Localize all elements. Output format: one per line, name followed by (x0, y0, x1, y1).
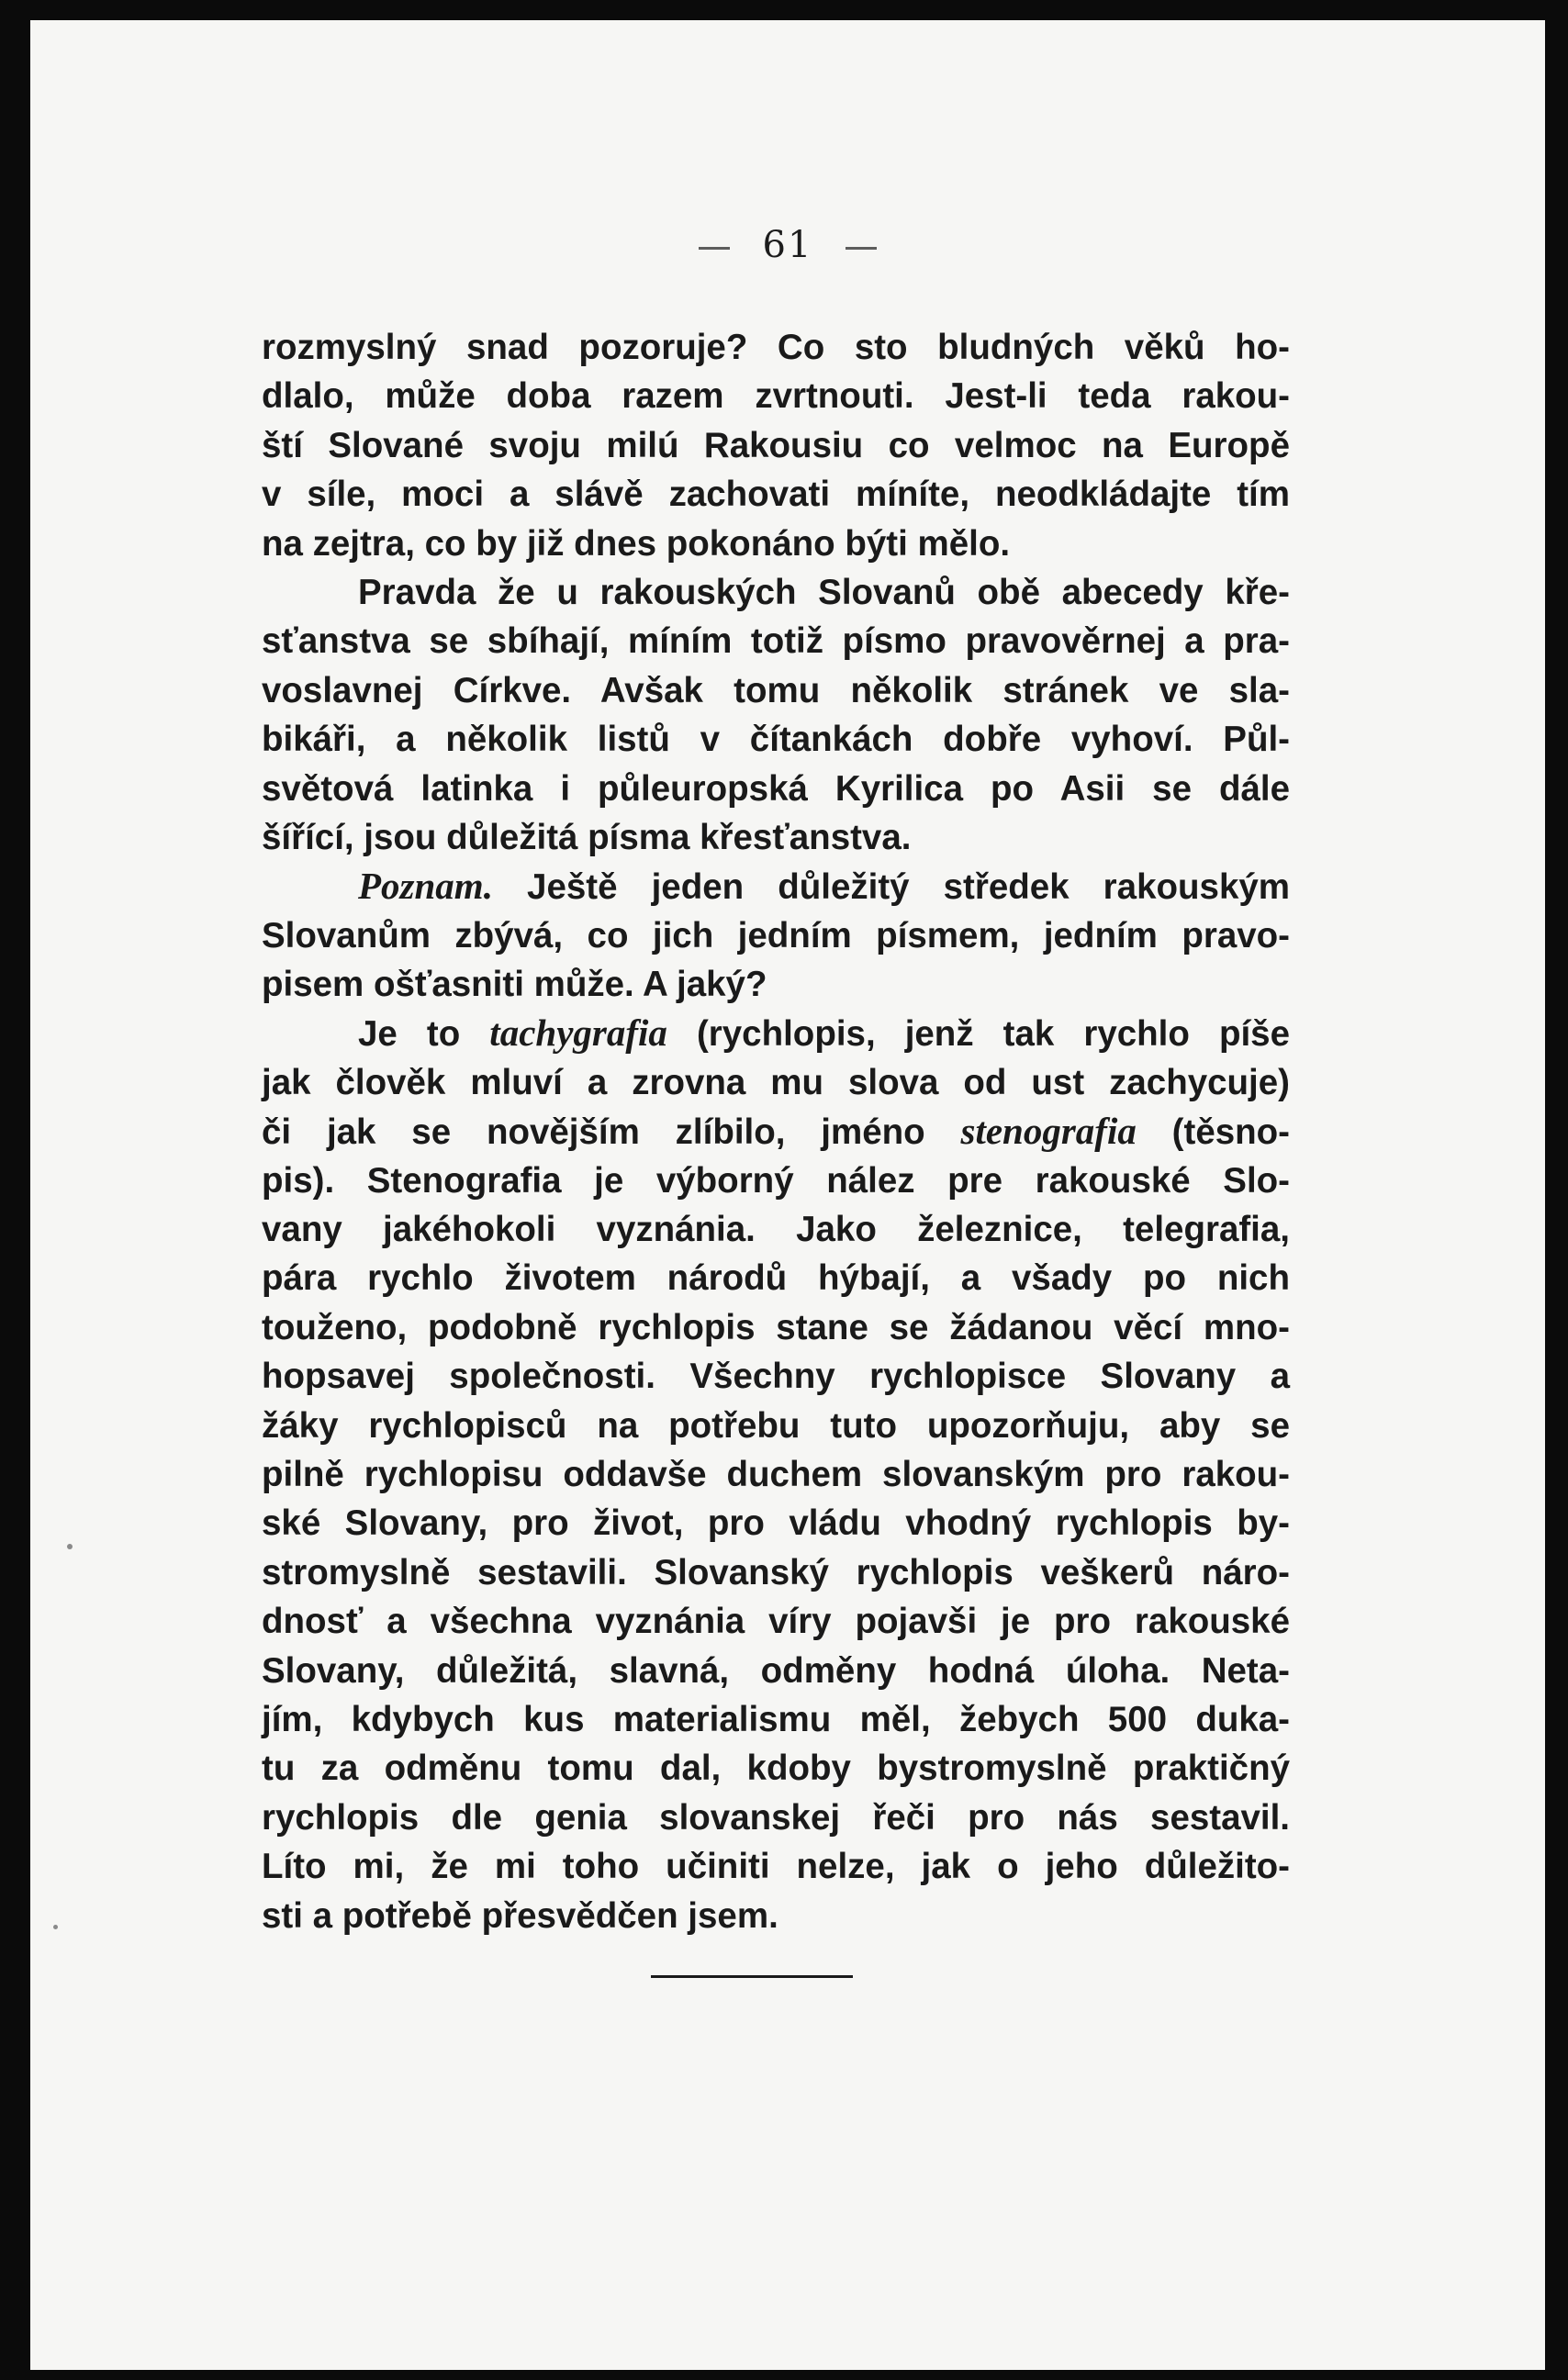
text-line: dlalo, může doba razem zvrtnouti. Jest-li teda rakou- (262, 376, 1290, 417)
text-line: bikáři, a několik listů v čítankách dobře vyhoví. Půl- (262, 720, 1290, 760)
text-line: hopsavej společnosti. Všechny rychlopisce Slovany a (262, 1357, 1290, 1397)
note-text: Ještě jeden důležitý středek rakouským (492, 867, 1290, 908)
text-line: pilně rychlopisu oddavše duchem slovanským pro rakou- (262, 1454, 1290, 1494)
text-fragment: či jak se novějším zlíbilo, jméno (262, 1112, 961, 1153)
text-line: touženo, podobně rychlopis stane se žádanou věcí mno- (262, 1307, 1290, 1347)
text-line: vany jakéhokoli vyznánia. Jako železnice, telegrafia, (262, 1210, 1290, 1250)
text-line: sťanstva se sbíhají, míním totiž písmo pravověrnej a pra- (262, 621, 1290, 662)
page-number-value: 61 (762, 224, 813, 266)
text-line: žáky rychlopisců na potřebu tuto upozorňuju, aby se (262, 1405, 1290, 1446)
body-text (262, 323, 1290, 1940)
text-line-note-heading (262, 862, 1290, 911)
text-line: voslavnej Církve. Avšak tomu několik stránek ve sla- (262, 670, 1290, 710)
text-line: rozmyslný snad pozoruje? Co sto bludných věků ho- (262, 328, 1290, 367)
text-line: tu za odměnu tomu dal, kdoby bystromyslně praktičný (262, 1749, 1290, 1789)
text-fragment: (těsno- (1136, 1112, 1290, 1153)
note-label: Poznam. (358, 865, 493, 908)
term-tachygrafia: tachygrafia (489, 1011, 667, 1055)
text-line: šířící, jsou důležitá písma křesťanstva. (262, 817, 912, 857)
text-line: světová latinka i půleuropská Kyrilica po Asii se dále (262, 768, 1290, 809)
text-line: pára rychlo životem národů hýbají, a všady po nich (262, 1258, 1290, 1299)
text-line-tachygrafia (262, 1009, 1290, 1057)
text-line: Slovany, důležitá, slavná, odměny hodná úloha. Neta- (262, 1650, 1290, 1691)
text-line: rychlopis dle genia slovanskej řeči pro nás sestavil. (262, 1797, 1290, 1838)
paper-speck (67, 1544, 73, 1549)
closing-rule (651, 1975, 853, 1978)
text-line: pisem ošťasniti může. A jaký? (262, 965, 767, 1005)
text-line: ští Slované svoju milú Rakousiu co velmoc na Europě (262, 425, 1290, 465)
page-number-left-dash (699, 247, 730, 250)
text-line: v síle, moci a slávě zachovati míníte, neodkládajte tím (262, 475, 1290, 515)
text-line: jím, kdybych kus materialismu měl, žebych 500 duka- (262, 1699, 1290, 1739)
text-line: dnosť a všechna vyznánia víry pojavši je pro rakouské (262, 1602, 1290, 1642)
text-line-stenografia (262, 1107, 1290, 1156)
text-line: Líto mi, že mi toho učiniti nelze, jak o jeho důležito- (262, 1847, 1290, 1887)
text-line: ské Slovany, pro život, pro vládu vhodný rychlopis by- (262, 1503, 1290, 1544)
text-line: Pravda že u rakouských Slovanů obě abecedy kře- (358, 572, 1290, 612)
text-line: stromyslně sestavili. Slovanský rychlopis veškerů náro- (262, 1552, 1290, 1592)
paper-speck (53, 1925, 58, 1929)
text-line: pis). Stenografia je výborný nález pre rakouské Slo- (262, 1160, 1290, 1201)
text-fragment: (rychlopis, jenž tak rychlo píše (666, 1014, 1290, 1055)
text-line: na zejtra, co by již dnes pokonáno býti mělo. (262, 523, 1011, 564)
text-fragment: Je to (358, 1014, 490, 1055)
page-sheet (30, 20, 1545, 2370)
term-stenografia: stenografia (960, 1110, 1137, 1153)
page-number-right-dash (846, 247, 877, 250)
text-line: jak člověk mluví a zrovna mu slova od ust zachycuje) (262, 1062, 1290, 1102)
text-line: Slovanům zbývá, co jich jedním písmem, jedním pravo- (262, 915, 1290, 955)
page-number (30, 224, 1545, 266)
text-line: sti a potřebě přesvědčen jsem. (262, 1895, 778, 1936)
